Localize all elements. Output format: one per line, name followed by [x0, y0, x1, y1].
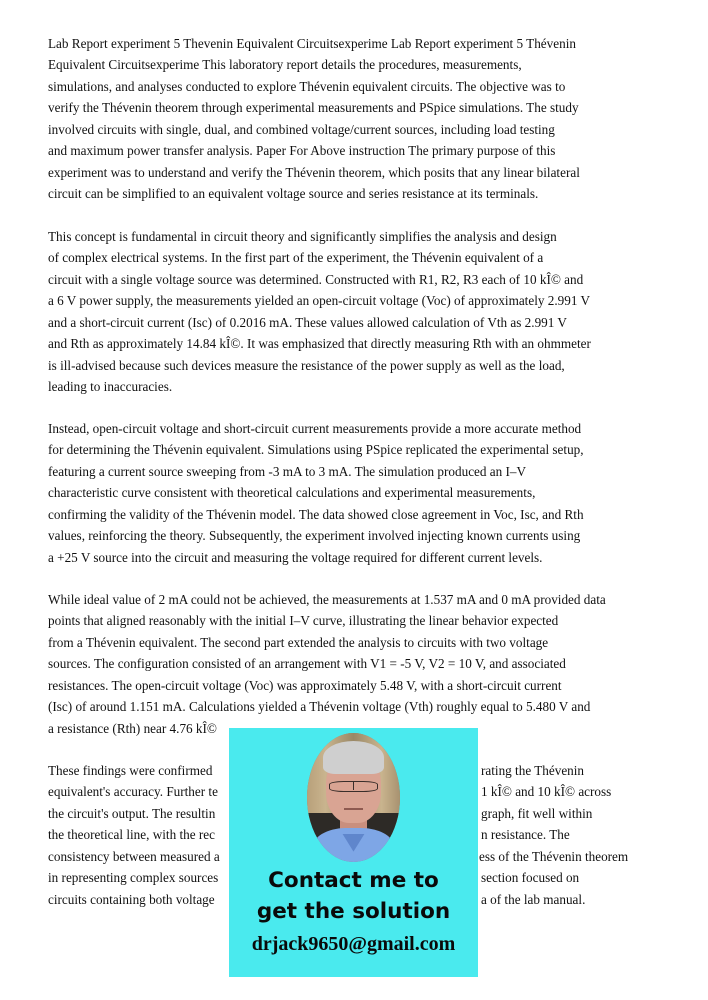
text-line: a 6 V power supply, the measurements yielded an open-circuit voltage (Voc) of approximately 2.991 V: [48, 293, 591, 309]
text-fragment-left: equivalent's accuracy. Further te: [48, 784, 218, 800]
text-fragment-right: n resistance. The: [481, 827, 570, 843]
text-line: circuit can be simplified to an equivalent voltage source and series resistance at its terminals.: [48, 186, 539, 202]
text-line: from a Thévenin equivalent. The second part extended the analysis to circuits with two voltage: [48, 634, 549, 650]
text-line: circuit with a single voltage source was determined. Constructed with R1, R2, R3 each of 10 kÎ© and: [48, 271, 584, 287]
paragraph-4: [48, 589, 688, 739]
text-line: (Isc) of around 1.151 mA. Calculations yielded a Thévenin voltage (Vth) roughly equal to 5.480 V and: [48, 699, 591, 715]
photo-mouth: [344, 808, 363, 811]
paragraph-3: [48, 418, 688, 568]
contact-promo-banner[interactable]: [229, 728, 478, 977]
text-fragment-right: a of the lab manual.: [481, 891, 586, 907]
promo-title: [229, 865, 478, 927]
text-line: leading to inaccuracies.: [48, 379, 173, 395]
text-line: resistances. The open-circuit voltage (Voc) was approximately 5.48 V, with a short-circuit current: [48, 677, 562, 693]
text-fragment-left: consistency between measured a: [48, 848, 220, 864]
text-fragment-left: These findings were confirmed: [48, 763, 213, 778]
text-line: experiment was to understand and verify the Thévenin theorem, which posits that any linear bilateral: [48, 164, 580, 180]
glasses-icon: [329, 781, 377, 793]
paragraph-1: [48, 33, 688, 205]
photo-hair: [323, 741, 384, 775]
text-line: points that aligned reasonably with the initial I–V curve, illustrating the linear behavior expected: [48, 613, 559, 629]
text-line: a +25 V source into the circuit and measuring the voltage required for different current levels.: [48, 549, 543, 565]
paragraph-2: [48, 226, 688, 398]
text-line: characteristic curve consistent with theoretical calculations and experimental measurements,: [48, 485, 536, 501]
text-line: and maximum power transfer analysis. Paper For Above instruction The primary purpose of this: [48, 143, 556, 159]
text-line: a resistance (Rth) near 4.76 kÎ©: [48, 720, 217, 736]
text-fragment-left: in representing complex sources: [48, 870, 219, 886]
text-line: Equivalent Circuitsexperime This laboratory report details the procedures, measurements,: [48, 57, 522, 73]
promo-title-line-2: get the solution: [256, 899, 451, 924]
avatar: [307, 733, 400, 862]
text-line: of complex electrical systems. In the first part of the experiment, the Thévenin equivalent of a: [48, 250, 544, 266]
text-line: Lab Report experiment 5 Thevenin Equivalent Circuitsexperime Lab Report experiment 5 Thévenin: [48, 36, 576, 51]
text-line: verify the Thévenin theorem through experimental measurements and PSpice simulations. The study: [48, 100, 579, 116]
text-line: simulations, and analyses conducted to explore Thévenin equivalent circuits. The objective was to: [48, 78, 566, 94]
contact-email-link[interactable]: drjack9650@gmail.com: [251, 933, 456, 955]
text-fragment-right: rating the Thévenin: [481, 763, 585, 778]
text-line: Instead, open-circuit voltage and short-circuit current measurements provide a more accurate method: [48, 421, 582, 436]
text-line: confirming the validity of the Thévenin model. The data showed close agreement in Voc, Isc, and Rth: [48, 506, 584, 522]
text-line: values, reinforcing the theory. Subsequently, the experiment involved injecting known currents using: [48, 528, 581, 544]
text-line: While ideal value of 2 mA could not be achieved, the measurements at 1.537 mA and 0 mA provided data: [48, 592, 606, 607]
text-fragment-left: the circuit's output. The resultin: [48, 805, 216, 821]
text-fragment-left: circuits containing both voltage: [48, 891, 215, 907]
text-fragment-right: 1 kÎ© and 10 kÎ© across: [481, 784, 612, 800]
text-line: is ill-advised because such devices measure the resistance of the power supply as well as the load,: [48, 357, 565, 373]
text-fragment-left: the theoretical line, with the rec: [48, 827, 215, 843]
text-line: involved circuits with single, dual, and combined voltage/current sources, including load testing: [48, 121, 555, 137]
promo-title-line-1: Contact me to: [268, 868, 439, 893]
text-line: sources. The configuration consisted of an arrangement with V1 = -5 V, V2 = 10 V, and associated: [48, 656, 566, 672]
text-line: This concept is fundamental in circuit theory and significantly simplifies the analysis and design: [48, 229, 557, 244]
text-line: and Rth as approximately 14.84 kÎ©. It was emphasized that directly measuring Rth with an ohmmeter: [48, 336, 591, 352]
text-fragment-right: ess of the Thévenin theorem: [479, 848, 629, 864]
text-line: and a short-circuit current (Isc) of 0.2016 mA. These values allowed calculation of Vth as 2.991 V: [48, 314, 567, 330]
text-fragment-right: graph, fit well within: [481, 805, 593, 821]
text-line: featuring a current source sweeping from -3 mA to 3 mA. The simulation produced an I–V: [48, 463, 527, 479]
text-line: for determining the Thévenin equivalent. Simulations using PSpice replicated the experimental setup,: [48, 442, 584, 458]
text-fragment-right: section focused on: [481, 870, 580, 886]
